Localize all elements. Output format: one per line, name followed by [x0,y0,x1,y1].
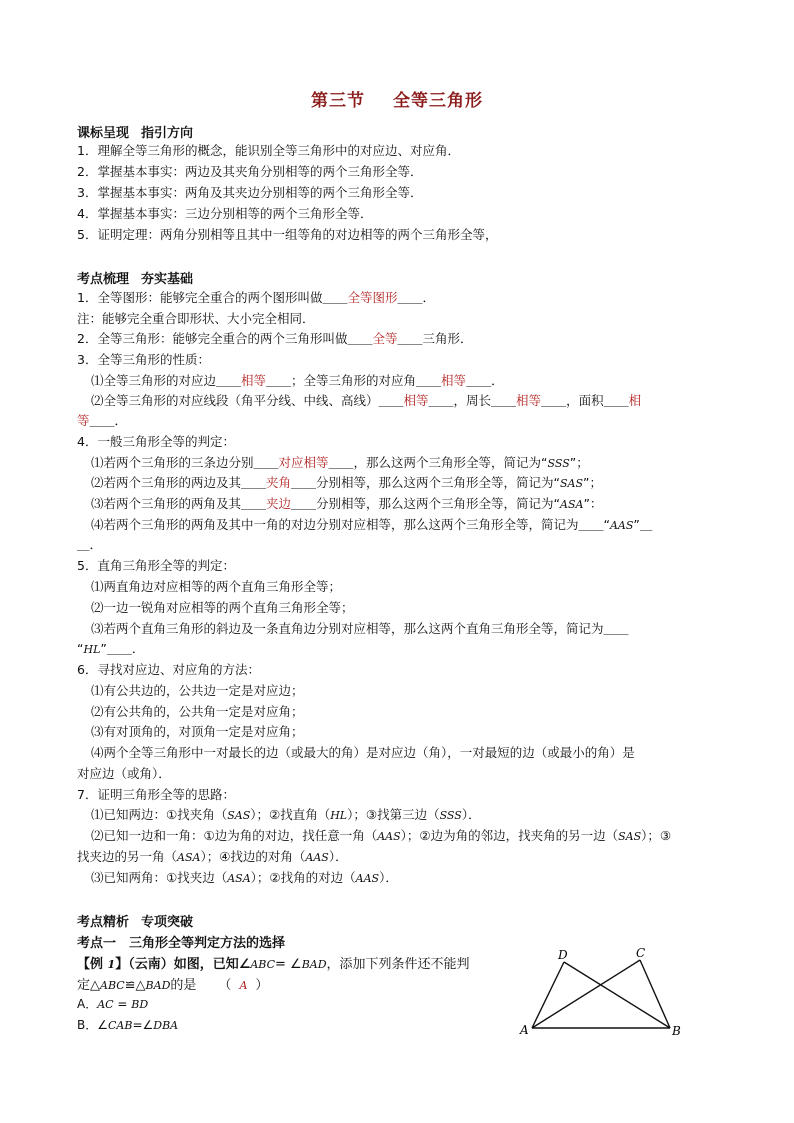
section-heading-1: 课标呈现 指引方向 [77,126,194,141]
answer-text: 相 [628,393,642,408]
s2-line-26: ⑴已知两边：①找夹角（SAS）；②找直角（HL）；③找第三边（SSS）． [91,807,481,822]
s1-item-3: 3．掌握基本事实：两角及其夹边分别相等的两个三角形全等． [77,185,423,200]
s2-line-15: ⑴两直角边对应相等的两个直角三角形全等； [91,579,342,594]
s2-line-16: ⑵一边一锐角对应相等的两个直角三角形全等； [91,600,354,615]
s2-line-12: ⑷若两个三角形的两角及其中一角的对边分别对应相等，那么这两个三角形全等，简记为＿＿“AAS”＿ [91,517,653,532]
answer-text: 相等 [441,373,467,388]
page-title [0,86,794,111]
s2-line-13: ＿． [77,537,103,552]
s2-line-14: 5．直角三角形全等的判定： [77,558,235,573]
answer-text: A [239,979,248,992]
s2-line-4: 3．全等三角形的性质： [77,352,210,367]
s2-line-27: ⑵已知一边和一角：①边为角的对边，找任意一角（AAS）；②边为角的邻边，找夹角的另一边（SAS）；③ [91,828,672,843]
s2-line-28: 找夹边的另一角（ASA）；④找边的对角（AAS）． [77,849,348,864]
answer-text: 等 [77,413,90,428]
segment-cb [640,960,670,1028]
section-heading-3: 考点精析 专项突破 [77,915,194,930]
answer-text: 相等 [403,393,429,408]
segment-db [564,962,670,1028]
label-c: C [636,946,646,960]
label-a: A [520,1023,529,1037]
s2-line-6: ⑵全等三角形的对应线段（角平分线、中线、高线）＿＿相等＿＿，周长＿＿相等＿＿，面积＿＿相 [91,393,642,408]
s2-line-10: ⑵若两个三角形的两边及其＿＿夹角＿＿分别相等，那么这两个三角形全等，简记为“SAS”； [91,475,603,490]
s2-line-3: 2．全等三角形：能够完全重合的两个三角形叫做＿＿全等＿＿三角形． [77,331,473,346]
s2-line-11: ⑶若两个三角形的两角及其＿＿夹边＿＿分别相等，那么这两个三角形全等，简记为“ASA”： [91,496,603,511]
s2-line-25: 7．证明三角形全等的思路： [77,787,235,802]
example-stem-1: 【例 1】（云南）如图，已知∠ABC= ∠BAD，添加下列条件还不能判 [77,957,470,972]
s2-line-23: ⑷两个全等三角形中一对最长的边（或最大的角）是对应边（角），一对最短的边（或最小的角）是 [91,745,635,760]
title-part2: 全等三角形 [393,91,483,111]
s2-line-24: 对应边（或角）． [77,766,171,781]
s2-line-9: ⑴若两个三角形的三条边分别＿＿对应相等＿＿，那么这两个三角形全等，简记为“SSS”； [91,455,589,470]
s2-line-21: ⑵有公共角的，公共角一定是对应角； [91,704,304,719]
s1-item-2: 2．掌握基本事实：两边及其夹角分别相等的两个三角形全等． [77,164,423,179]
title-part1: 第三节 [311,91,365,111]
label-b: B [672,1024,681,1038]
s2-line-2: 注：能够完全重合即形状、大小完全相同． [77,311,315,326]
s2-line-22: ⑶有对顶角的，对顶角一定是对应角； [91,724,304,739]
answer-text: 相等 [241,373,267,388]
answer-text: 全等 [372,331,398,346]
option-a: A．AC = BD [77,997,149,1011]
s2-line-7: 等＿＿． [77,413,128,428]
answer-text: 夹角 [266,475,292,490]
s2-line-29: ⑶已知两角：①找夹边（ASA）；②找角的对边（AAS）． [91,870,398,885]
section-heading-2: 考点梳理 夯实基础 [77,272,194,287]
s1-item-4: 4．掌握基本事实：三边分别相等的两个三角形全等． [77,206,373,221]
answer-text: 全等图形 [347,290,398,305]
answer-text: 夹边 [266,496,292,511]
s1-item-1: 1．理解全等三角形的概念，能识别全等三角形中的对应边、对应角． [77,143,460,158]
triangle-figure [514,946,694,1041]
s2-line-19: 6．寻找对应边、对应角的方法： [77,662,260,677]
key-point-heading: 考点一 三角形全等判定方法的选择 [77,936,286,951]
label-d: D [558,948,568,962]
s2-line-18: “HL”＿＿． [77,641,145,656]
answer-text: 相等 [516,393,542,408]
s2-line-5: ⑴全等三角形的对应边＿＿相等＿＿；全等三角形的对应角＿＿相等＿＿． [91,373,504,388]
option-b: B．∠CAB=∠DBA [77,1018,179,1032]
example-stem-2: 定△ABC≌△BAD的是 （ A ） [77,978,269,993]
s2-line-8: 4．一般三角形全等的判定： [77,434,235,449]
s2-line-17: ⑶若两个直角三角形的斜边及一条直角边分别对应相等，那么这两个直角三角形全等，简记为＿＿ [91,621,629,636]
answer-text: 对应相等 [278,455,329,470]
s2-line-20: ⑴有公共边的，公共边一定是对应边； [91,683,304,698]
s1-item-5: 5．证明定理：两角分别相等且其中一组等角的对边相等的两个三角形全等， [77,227,498,242]
s2-line-1: 1．全等图形：能够完全重合的两个图形叫做＿＿全等图形＿＿． [77,290,435,305]
